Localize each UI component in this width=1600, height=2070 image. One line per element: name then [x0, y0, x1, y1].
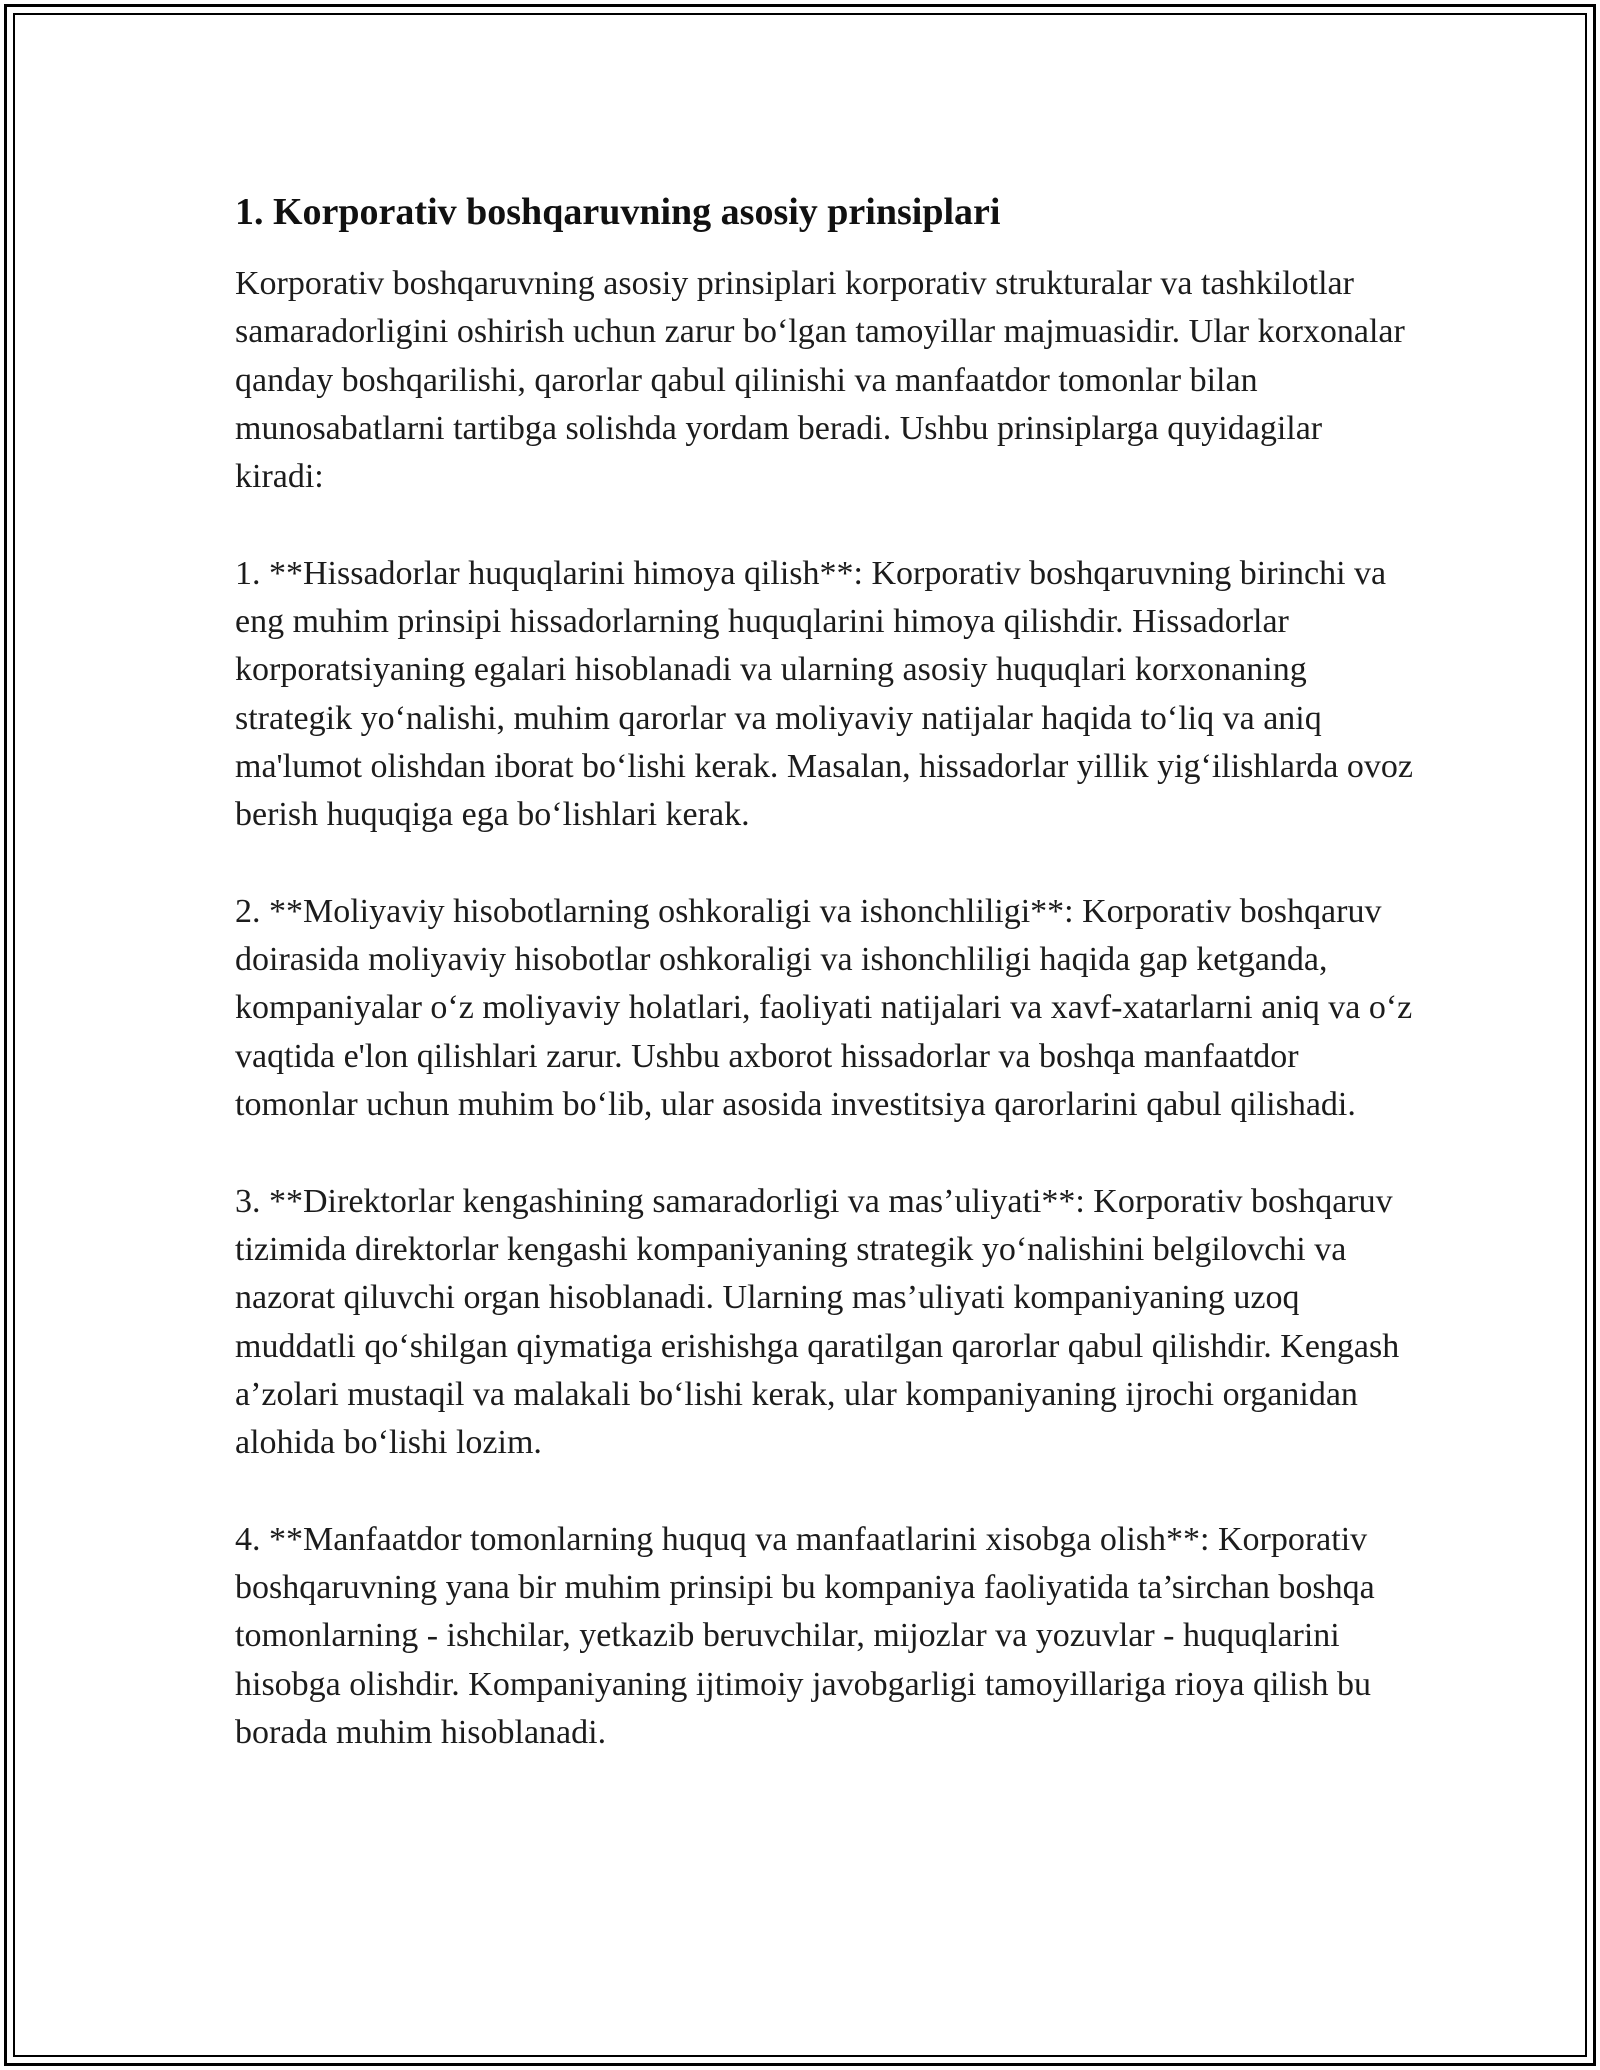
principle-4-paragraph: 4. **Manfaatdor tomonlarning huquq va manfaatlarini xisobga olish**: Korporativ boshqaruvning yana bir muhim prinsipi bu kompaniya faoliyatida ta’sirchan boshqa tomonlarning - ishchilar, yetkazib beruvchilar, mijozlar va yozuvlar - huquqlarini hisobga olishdir. Kompaniyaning ijtimoiy javobgarligi tamoyillariga rioya qilish bu borada muhim hisoblanadi. [235, 1520, 1375, 1751]
intro-paragraph: Korporativ boshqaruvning asosiy prinsiplari korporativ strukturalar va tashkilotlar samaradorligini oshirish uchun zarur boʻlgan tamoyillar majmuasidir. Ular korxonalar qanday boshqarilishi, qarorlar qabul qilinishi va manfaatdor tomonlar bilan munosabatlarni tartibga solishda yordam beradi. Ushbu prinsiplarga quyidagilar kiradi: [235, 265, 1405, 496]
section-heading: 1. Korporativ boshqaruvning asosiy prinsiplari [235, 191, 1001, 233]
principle-3-paragraph: 3. **Direktorlar kengashining samaradorligi va mas’uliyati**: Korporativ boshqaruv tizimida direktorlar kengashi kompaniyaning strategik yoʻnalishini belgilovchi va nazorat qiluvchi organ hisoblanadi. Ularning mas’uliyati kompaniyaning uzoq muddatli qoʻshilgan qiymatiga erishishga qaratilgan qarorlar qabul qilishdir. Kengash a’zolari mustaqil va malakali boʻlishi kerak, ular kompaniyaning ijrochi organidan alohida boʻlishi lozim. [235, 1182, 1400, 1462]
principle-1-paragraph: 1. **Hissadorlar huquqlarini himoya qilish**: Korporativ boshqaruvning birinchi va eng muhim prinsipi hissadorlarning huquqlarini himoya qilishdir. Hissadorlar korporatsiyaning egalari hisoblanadi va ularning asosiy huquqlari korxonaning strategik yoʻnalishi, muhim qarorlar va moliyaviy natijalar haqida toʻliq va aniq ma'lumot olishdan iborat boʻlishi kerak. Masalan, hissadorlar yillik yigʻilishlarda ovoz berish huquqiga ega boʻlishlari kerak. [235, 554, 1413, 834]
principle-2-paragraph: 2. **Moliyaviy hisobotlarning oshkoraligi va ishonchliligi**: Korporativ boshqaruv doirasida moliyaviy hisobotlar oshkoraligi va ishonchliligi haqida gap ketganda, kompaniyalar oʻz moliyaviy holatlari, faoliyati natijalari va xavf-xatarlarni aniq va oʻz vaqtida e'lon qilishlari zarur. Ushbu axborot hissadorlar va boshqa manfaatdor tomonlar uchun muhim boʻlib, ular asosida investitsiya qarorlarini qabul qilishadi. [235, 892, 1413, 1124]
document-body [235, 186, 1415, 1806]
